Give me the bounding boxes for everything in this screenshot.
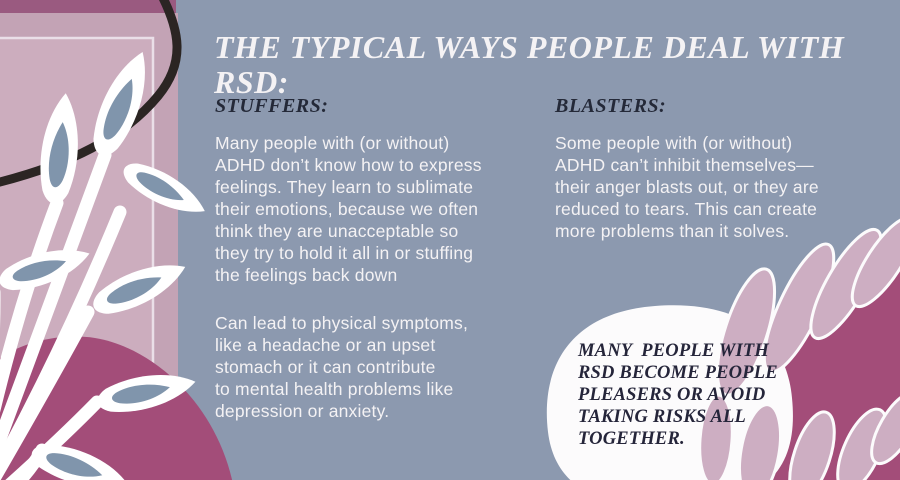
body-line: reduced to tears. This can create [555,199,818,219]
body-line: ADHD can’t inhibit themselves— [555,155,814,175]
callout-line: RSD BECOME PEOPLE [578,363,778,383]
stuffers-heading: STUFFERS: [215,95,329,117]
stuffers-paragraph-2 [215,312,550,422]
body-line: feelings. They learn to sublimate [215,177,474,197]
body-line: Some people with (or without) [555,133,793,153]
callout-line: TOGETHER. [578,429,685,449]
body-line: the feelings back down [215,265,398,285]
panel-top-strip [0,0,176,13]
page-title: THE TYPICAL WAYS PEOPLE DEAL WITH RSD: [214,29,845,101]
blasters-heading: BLASTERS: [555,95,667,117]
callout-line: PLEASERS OR AVOID [578,385,766,405]
body-line: think they are unacceptable so [215,221,459,241]
body-line: Many people with (or without) [215,133,450,153]
body-line: Can lead to physical symptoms, [215,313,469,333]
body-line: depression or anxiety. [215,401,390,421]
body-line: ADHD don’t know how to express [215,155,482,175]
body-line: like a headache or an upset [215,335,436,355]
body-line: their emotions, because we often [215,199,479,219]
body-line: their anger blasts out, or they are [555,177,819,197]
callout-note [578,340,818,450]
column-blasters [555,95,890,268]
column-stuffers [215,95,550,448]
blasters-paragraph-1 [555,132,890,242]
body-line: they try to hold it all in or stuffing [215,243,474,263]
stuffers-paragraph-1 [215,132,550,286]
callout-line: MANY PEOPLE WITH [578,341,769,361]
body-line: more problems than it solves. [555,221,790,241]
body-line: to mental health problems like [215,379,454,399]
callout-line: TAKING RISKS ALL [578,407,747,427]
body-line: stomach or it can contribute [215,357,436,377]
